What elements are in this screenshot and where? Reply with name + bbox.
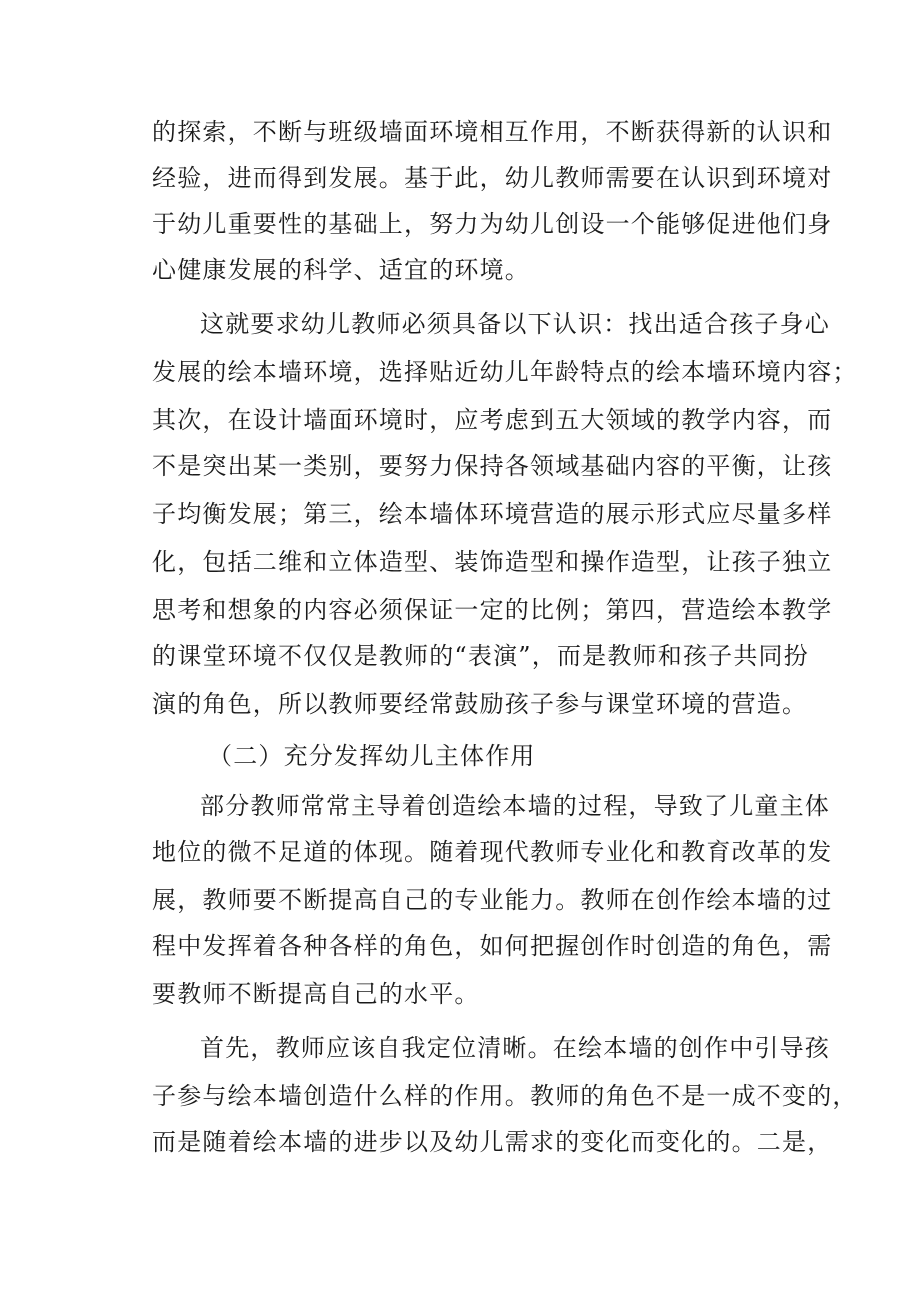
text-line: 这就要求幼儿教师必须具备以下认识：找出适合孩子身心 (200, 310, 830, 338)
text-line: 心健康发展的科学、适宜的环境。 (152, 256, 530, 284)
text-line: 地位的微不足道的体现。随着现代教师专业化和教育改革的发 (152, 838, 833, 866)
text-line: 程中发挥着各种各样的角色，如何把握创作时创造的角色，需 (152, 932, 833, 960)
text-line: 要教师不断提高自己的水平。 (152, 980, 480, 1008)
text-line: 经验，进而得到发展。基于此，幼儿教师需要在认识到环境对 (152, 164, 833, 192)
text-line: 展，教师要不断提高自己的专业能力。教师在创作绘本墙的过 (152, 886, 833, 914)
text-line: 的探索，不断与班级墙面环境相互作用，不断获得新的认识和 (152, 118, 833, 146)
text-line: 发展的绘本墙环境，选择贴近幼儿年龄特点的绘本墙环境内容； (152, 358, 858, 386)
text-line: 思考和想象的内容必须保证一定的比例；第四，营造绘本教学 (152, 596, 833, 624)
text-line: 于幼儿重要性的基础上，努力为幼儿创设一个能够促进他们身 (152, 210, 833, 238)
text-line: 其次，在设计墙面环境时，应考虑到五大领域的教学内容，而 (152, 406, 833, 434)
text-line: 不是突出某一类别，要努力保持各领域基础内容的平衡，让孩 (152, 452, 833, 480)
text-line: 演的角色，所以教师要经常鼓励孩子参与课堂环境的营造。 (152, 690, 808, 718)
heading-line: （二）充分发挥幼儿主体作用 (208, 742, 536, 770)
text-line: 首先，教师应该自我定位清晰。在绘本墙的创作中引导孩 (200, 1034, 830, 1062)
text-line: 的课堂环境不仅仅是教师的“表演”，而是教师和孩子共同扮 (152, 642, 809, 670)
text-line: 子参与绘本墙创造什么样的作用。教师的角色不是一成不变的， (152, 1082, 858, 1110)
text-line: 而是随着绘本墙的进步以及幼儿需求的变化而变化的。二是， (152, 1128, 833, 1156)
text-line: 化，包括二维和立体造型、装饰造型和操作造型，让孩子独立 (152, 548, 833, 576)
text-line: 子均衡发展；第三，绘本墙体环境营造的展示形式应尽量多样 (152, 500, 833, 528)
text-line: 部分教师常常主导着创造绘本墙的过程，导致了儿童主体 (200, 792, 830, 820)
